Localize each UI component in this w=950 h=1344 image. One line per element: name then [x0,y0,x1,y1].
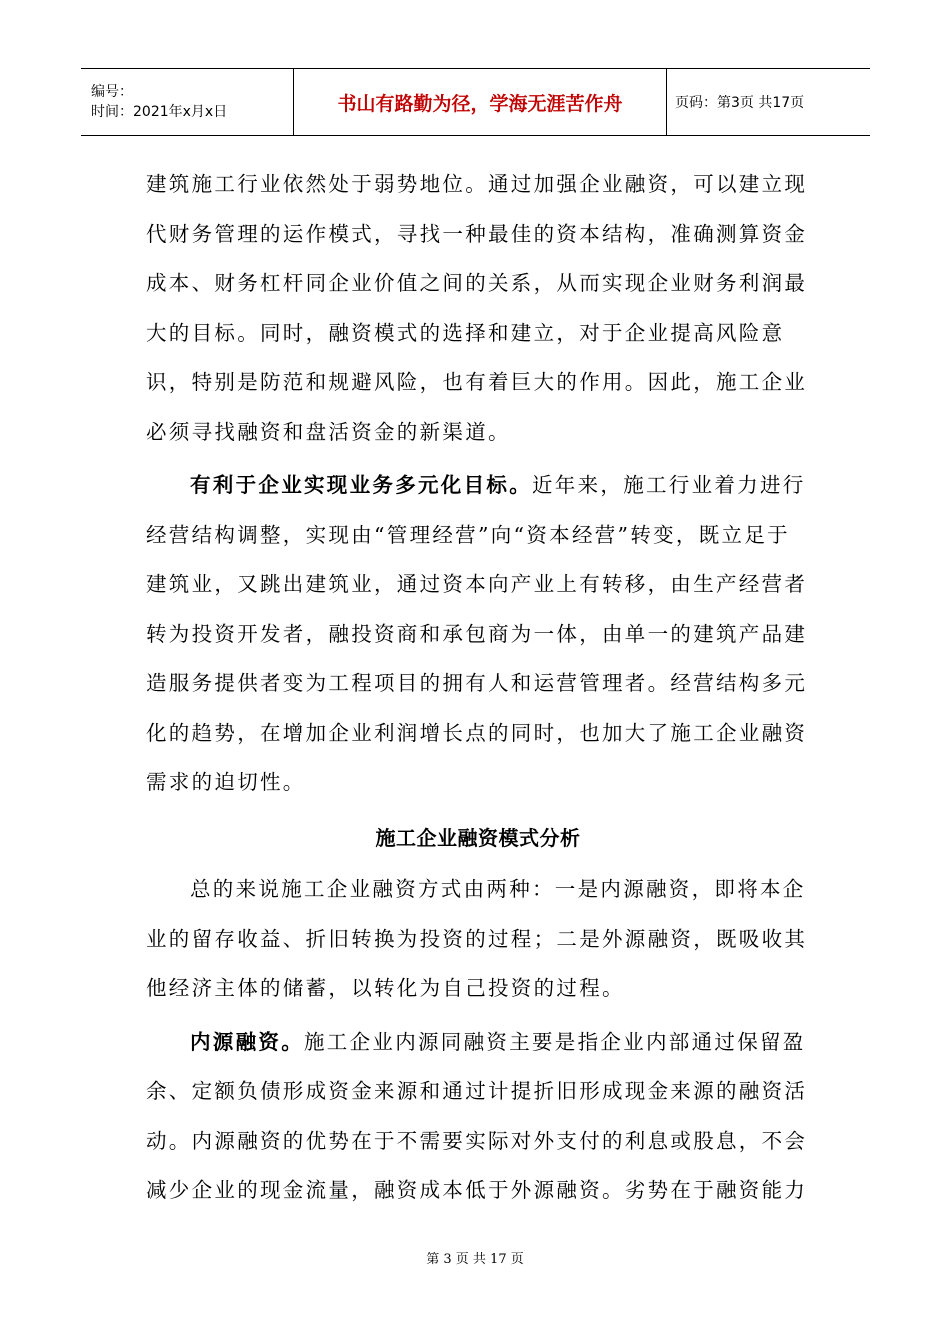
document-time: 时间：2021年x月x日 [91,104,228,120]
page-footer: 第 3 页 共 17 页 [426,1252,524,1267]
paragraph-2 [146,461,810,808]
header-meta [81,69,294,136]
header-page-code: 页码：第3页 共17页 [675,95,805,111]
header-motto: 书山有路勤为径，学海无涯苦作舟 [294,69,667,136]
document-header [81,68,870,136]
document-number-label: 编号： [91,84,133,100]
paragraph-1: 建筑施工行业依然处于弱势地位。通过加强企业融资，可以建立现代财务管理的运作模式，寻找一种最佳的资本结构，准确测算资金成本、财务杠杆同企业价值之间的关系，从而实现企业财务利润最大的目标。同时，融资模式的选择和建立，对于企业提高风险意识，特别是防范和规避风险，也有着巨大的作用。因此，施工企业必须寻找融资和盘活资金的新渠道。 [146,172,808,444]
paragraph-2-lead: 有利于企业实现业务多元化目标。 [190,473,532,497]
paragraph-2-body: 近年来，施工行业着力进行经营结构调整，实现由“管理经营”向“资本经营”转变，既立足于建筑业，又跳出建筑业，通过资本向产业上有转移，由生产经营者转为投资开发者，融投资商和承包商为一体，由单一的建筑产品建造服务提供者变为工程项目的拥有人和运营管理者。经营结构多元化的趋势，在增加企业利润增长点的同时，也加大了施工企业融资需求的迫切性。 [146,473,808,794]
paragraph-4 [146,1018,810,1216]
document-body [146,160,810,1216]
section-heading: 施工企业融资模式分析 [375,825,581,850]
paragraph-4-body: 施工企业内源同融资主要是指企业内部通过保留盈余、定额负债形成资金来源和通过计提折旧形成现金来源的融资活动。内源融资的优势在于不需要实际对外支付的利息或股息，不会减少企业的现金流量，融资成本低于外源融资。劣势在于融资能力 [146,1029,808,1202]
paragraph-3: 总的来说施工企业融资方式由两种：一是内源融资，即将本企业的留存收益、折旧转换为投资的过程；二是外源融资，既吸收其他经济主体的储蓄，以转化为自己投资的过程。 [146,877,808,1000]
paragraph-4-lead: 内源融资。 [190,1029,304,1054]
